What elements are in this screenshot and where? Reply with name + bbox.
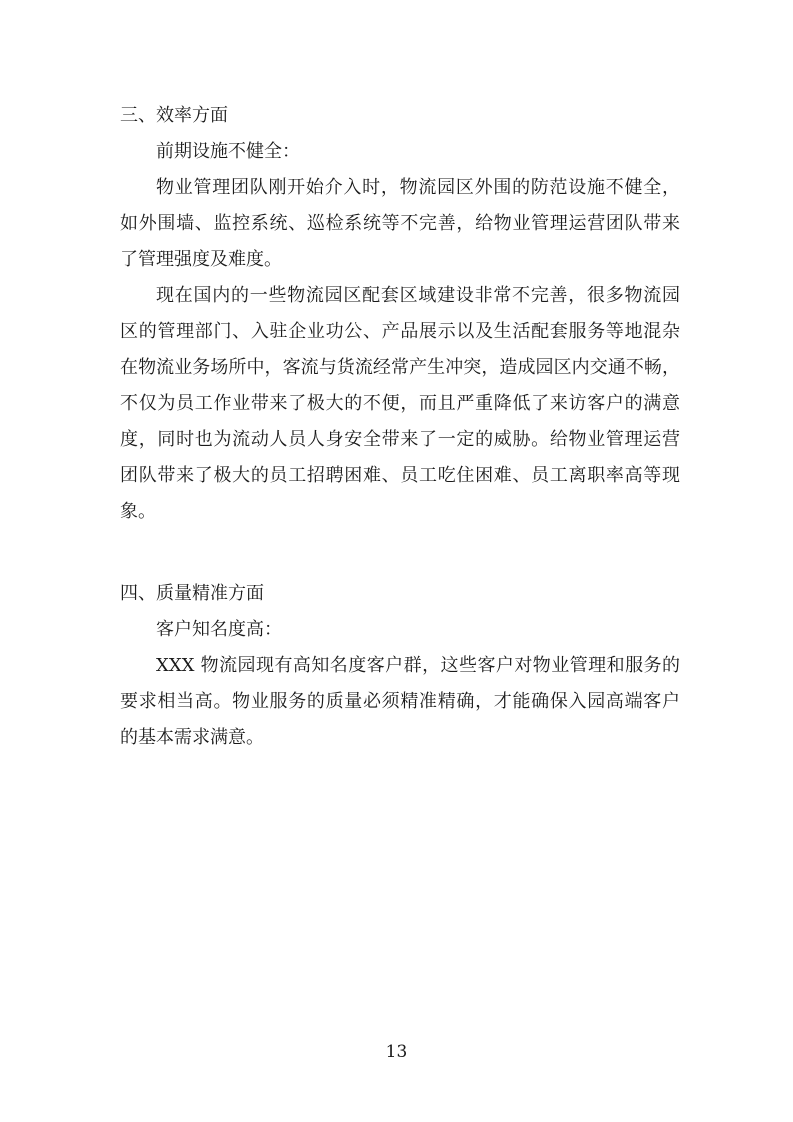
paragraph-line: 了管理强度及难度。: [120, 249, 282, 270]
paragraph-line: 区的管理部门、入驻企业功公、产品展示以及生活配套服务等地混杂: [120, 321, 680, 342]
paragraph-line: 的基本需求满意。: [120, 727, 264, 748]
subheading-facilities: 前期设施不健全：: [156, 141, 300, 162]
paragraph-line: 在物流业务场所中，客流与货流经常产生冲突，造成园区内交通不畅，: [120, 357, 680, 378]
paragraph-line: 度，同时也为流动人员人身安全带来了一定的威胁。给物业管理运营: [120, 429, 680, 450]
paragraph-line: 团队带来了极大的员工招聘困难、员工吃住困难、员工离职率高等现: [120, 465, 680, 486]
paragraph-line: 物业管理团队刚开始介入时，物流园区外围的防范设施不健全，: [156, 177, 680, 198]
paragraph-line: 如外围墙、监控系统、巡检系统等不完善，给物业管理运营团队带来: [120, 213, 680, 234]
paragraph-line: 现在国内的一些物流园区配套区域建设非常不完善，很多物流园: [156, 285, 680, 306]
page-number: 13: [385, 1042, 408, 1062]
paragraph-line: XXX 物流园现有高知名度客户群，这些客户对物业管理和服务的: [156, 655, 680, 676]
paragraph-line: 不仅为员工作业带来了极大的不便，而且严重降低了来访客户的满意: [120, 393, 680, 414]
subheading-customers: 客户知名度高：: [156, 619, 282, 640]
paragraph-line: 象。: [120, 501, 156, 522]
section-heading-quality: 四、质量精准方面: [120, 583, 264, 604]
section-heading-efficiency: 三、效率方面: [120, 105, 228, 126]
paragraph-line: 要求相当高。物业服务的质量必须精准精确，才能确保入园高端客户: [120, 691, 680, 712]
